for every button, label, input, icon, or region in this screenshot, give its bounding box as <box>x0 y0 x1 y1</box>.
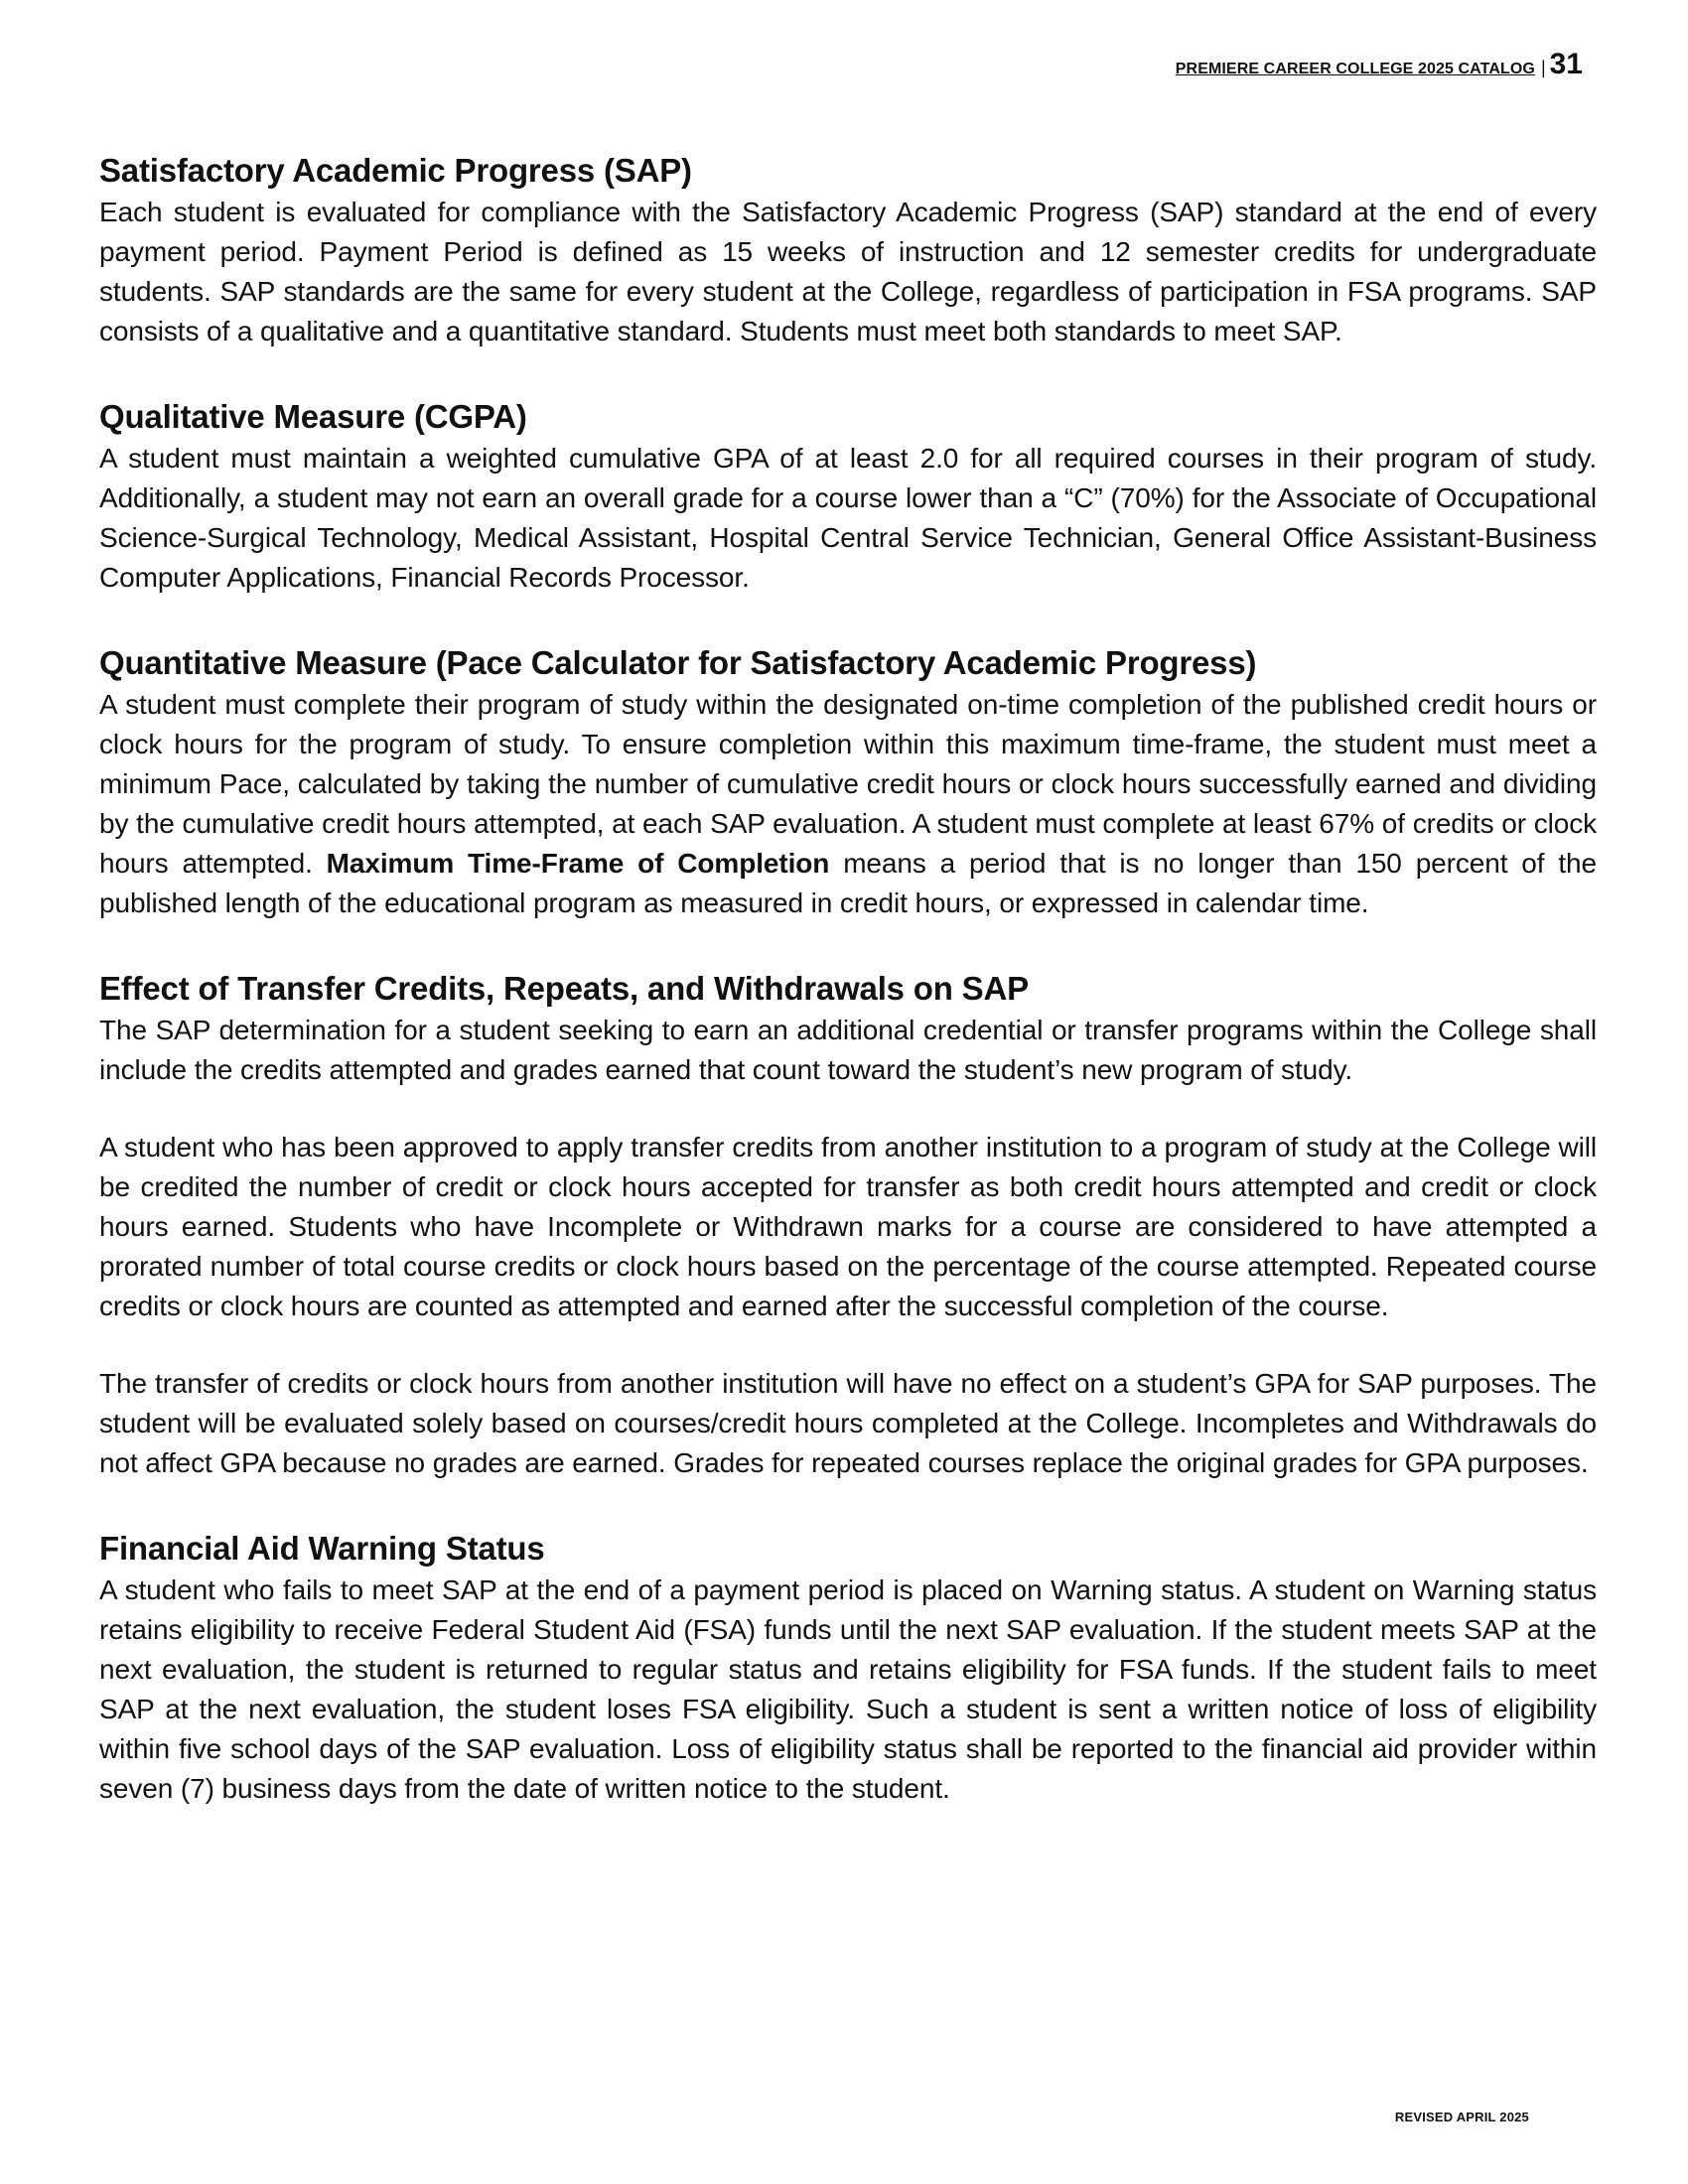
max-timeframe-term: Maximum Time-Frame of Completion <box>326 848 830 879</box>
section-heading-transfer: Effect of Transfer Credits, Repeats, and Withdrawals on SAP <box>99 970 1029 1007</box>
quantitative-paragraph <box>99 685 1597 923</box>
catalog-title: PREMIERE CAREER COLLEGE 2025 CATALOG <box>1175 61 1535 77</box>
section-financial-aid-warning <box>99 1527 1597 1809</box>
section-heading-qualitative: Qualitative Measure (CGPA) <box>99 398 527 435</box>
revision-footer: REVISED APRIL 2025 <box>1394 2110 1529 2124</box>
section-sap <box>99 149 1597 351</box>
quantitative-text-end: means a period that is no longer than 150 percent of the published length of the educational program as measured in credit hours, or expressed in calendar time. <box>99 848 1597 918</box>
qualitative-paragraph: A student must maintain a weighted cumulative GPA of at least 2.0 for all required courses in their program of study. Additionally, a student may not earn an overall grade for a course lower than a “C” (70%) for the Associate of Occupational Science-Surgical Technology, Medical Assistant, Hospital Central Service Technician, General Office Assistant-Business Computer Applications, Financial Records Processor. <box>99 443 1597 593</box>
transfer-paragraph-2: A student who has been approved to apply transfer credits from another institution to a program of study at the College will be credited the number of credit or clock hours accepted for transfer as both credit hours attempted and credit or clock hours earned. Students who have Incomplete or Withdrawn marks for a course are considered to have attempted a prorated number of total course credits or clock hours based on the percentage of the course attempted. Repeated course credits or clock hours are counted as attempted and earned after the successful completion of the course. <box>99 1132 1597 1321</box>
quantitative-text-start: A student must complete their program of study within the designated on-time completion of the published credit hours or clock hours for the program of study. To ensure completion within this maximum time-frame, the student must meet a minimum Pace, calculated by taking the number of cumulative credit hours or clock hours successfully earned and dividing by the cumulative credit hours attempted, at each SAP evaluation. A student must complete at least 67% of credits or clock hours attempted. <box>99 689 1597 879</box>
warning-paragraph: A student who fails to meet SAP at the end of a payment period is placed on Warning status. A student on Warning status retains eligibility to receive Federal Student Aid (FSA) funds until the next SAP evaluation. If the student meets SAP at the next evaluation, the student is returned to regular status and retains eligibility for FSA funds. If the student fails to meet SAP at the next evaluation, the student loses FSA eligibility. Such a student is sent a written notice of loss of eligibility within five school days of the SAP evaluation. Loss of eligibility status shall be reported to the financial aid provider within seven (7) business days from the date of written notice to the student. <box>99 1574 1597 1804</box>
section-heading-warning: Financial Aid Warning Status <box>99 1530 545 1567</box>
header-separator: | <box>1540 58 1546 77</box>
page-header <box>1176 48 1583 81</box>
section-transfer-credits <box>99 967 1597 1483</box>
section-quantitative-measure <box>99 641 1597 923</box>
section-qualitative-measure <box>99 395 1597 598</box>
sap-paragraph: Each student is evaluated for compliance with the Satisfactory Academic Progress (SAP) standard at the end of every payment period. Payment Period is defined as 15 weeks of instruction and 12 semester credits for undergraduate students. SAP standards are the same for every student at the College, regardless of participation in FSA programs. SAP consists of a qualitative and a quantitative standard. Students must meet both standards to meet SAP. <box>99 197 1597 346</box>
page-content <box>99 149 1597 1809</box>
section-heading-sap: Satisfactory Academic Progress (SAP) <box>99 152 692 189</box>
section-heading-quantitative: Quantitative Measure (Pace Calculator for Satisfactory Academic Progress) <box>99 644 1257 681</box>
transfer-paragraph-1: The SAP determination for a student seeking to earn an additional credential or transfer programs within the College shall include the credits attempted and grades earned that count toward the student’s new program of study. <box>99 1015 1597 1085</box>
page-number: 31 <box>1549 48 1583 80</box>
transfer-paragraph-3: The transfer of credits or clock hours from another institution will have no effect on a student’s GPA for SAP purposes. The student will be evaluated solely based on courses/credit hours completed at the College. Incompletes and Withdrawals do not affect GPA because no grades are earned. Grades for repeated courses replace the original grades for GPA purposes. <box>99 1368 1597 1478</box>
